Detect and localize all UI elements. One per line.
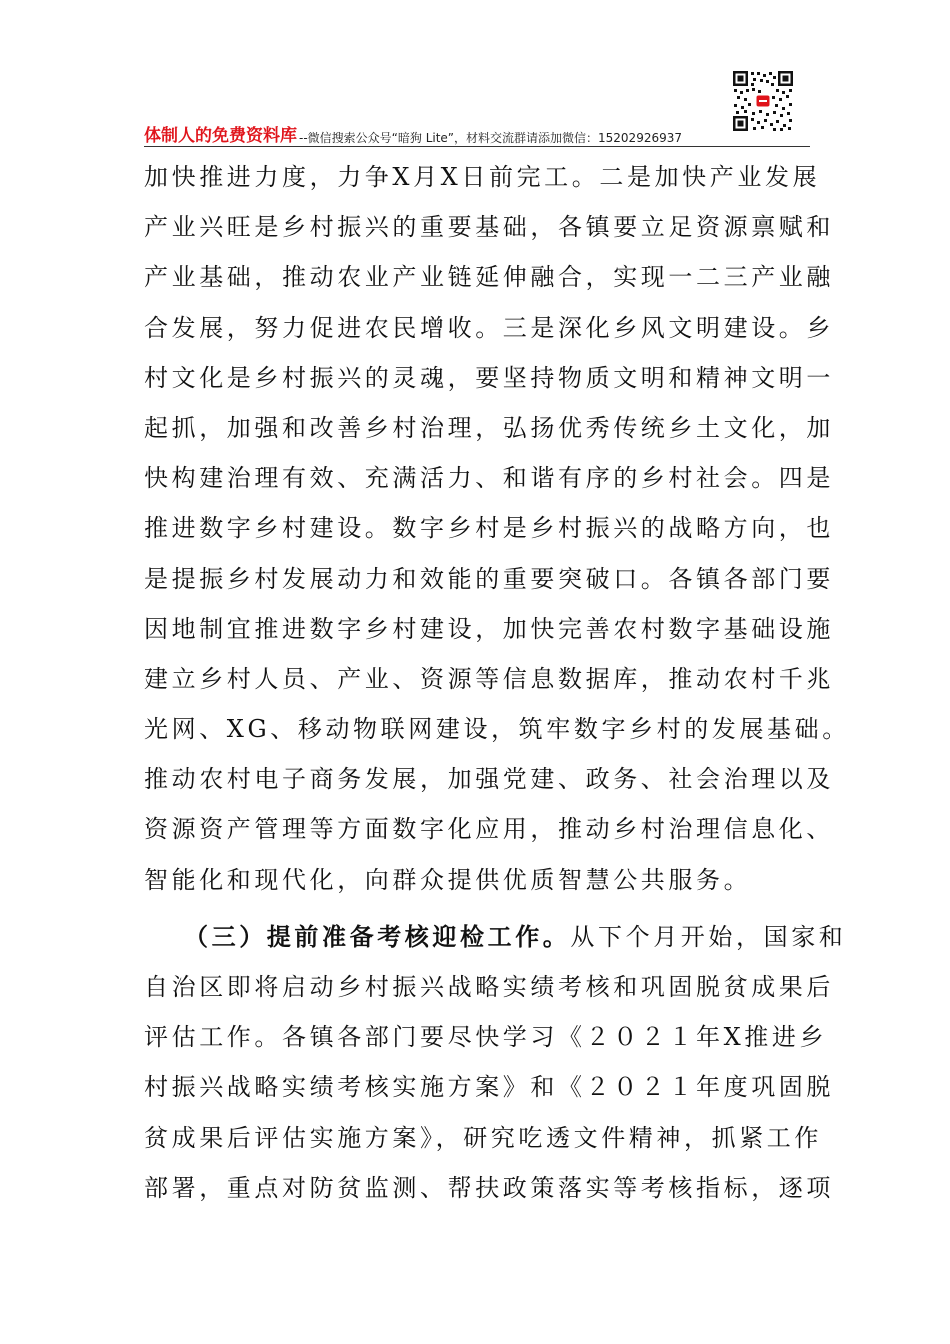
text-line: 推进数字乡村建设。数字乡村是乡村振兴的战略方向，也 [144,514,834,543]
section-3-first-line-text: 从下个月开始，国家和 [570,922,847,951]
qr-code-icon [732,70,794,132]
text-line: 产业兴旺是乡村振兴的重要基础，各镇要立足资源禀赋和 [144,213,834,242]
text-line: 起抓，加强和改善乡村治理，弘扬优秀传统乡土文化，加 [144,413,834,442]
text-line: 合发展，努力促进农民增收。三是深化乡风文明建设。乡 [144,313,834,342]
text-line: 智能化和现代化，向群众提供优质智慧公共服务。 [144,865,752,894]
text-line: 推动农村电子商务发展，加强党建、政务、社会治理以及 [144,765,834,794]
text-line: 建立乡村人员、产业、资源等信息数据库，推动农村千兆 [144,664,834,693]
text-line: 光网、XG、移动物联网建设，筑牢数字乡村的发展基础。 [144,715,850,744]
text-line: 村振兴战略实绩考核实施方案》和《２０２１年度巩固脱 [144,1073,834,1102]
text-line: 产业基础，推动农业产业链延伸融合，实现一二三产业融 [144,263,834,292]
document-body [144,152,850,1213]
section-3-first-line [144,912,847,962]
header-brand: 体制人的免费资料库 [144,126,297,146]
paragraph-gap [144,905,808,912]
text-line: 评估工作。各镇各部门要尽快学习《２０２１年X推进乡 [144,1023,828,1052]
text-line: 因地制宜推进数字乡村建设，加快完善农村数字基础设施 [144,614,834,643]
text-line: 快构建治理有效、充满活力、和谐有序的乡村社会。四是 [144,464,834,493]
text-line: 加快推进力度，力争X月X日前完工。二是加快产业发展 [144,163,821,191]
text-line: 村文化是乡村振兴的灵魂，要坚持物质文明和精神文明一 [144,363,834,392]
paragraph-section-3 [144,912,847,1213]
paragraph-rural-revitalization [144,152,850,905]
text-line: 部署，重点对防贫监测、帮扶政策落实等考核指标，逐项 [144,1173,834,1202]
section-3-heading: （三）提前准备考核迎检工作。 [184,921,571,951]
page-header [144,118,810,146]
header-tagline: --微信搜索公众号“暗狗 Lite”，材料交流群请添加微信：15202926937 [299,131,682,145]
text-line: 资源资产管理等方面数字化应用，推动乡村治理信息化、 [144,815,834,844]
header-divider [144,146,810,147]
text-line: 是提振乡村发展动力和效能的重要突破口。各镇各部门要 [144,564,834,593]
text-line: 贫成果后评估实施方案》，研究吃透文件精神，抓紧工作 [144,1123,822,1152]
text-line: 自治区即将启动乡村振兴战略实绩考核和巩固脱贫成果后 [144,973,834,1001]
